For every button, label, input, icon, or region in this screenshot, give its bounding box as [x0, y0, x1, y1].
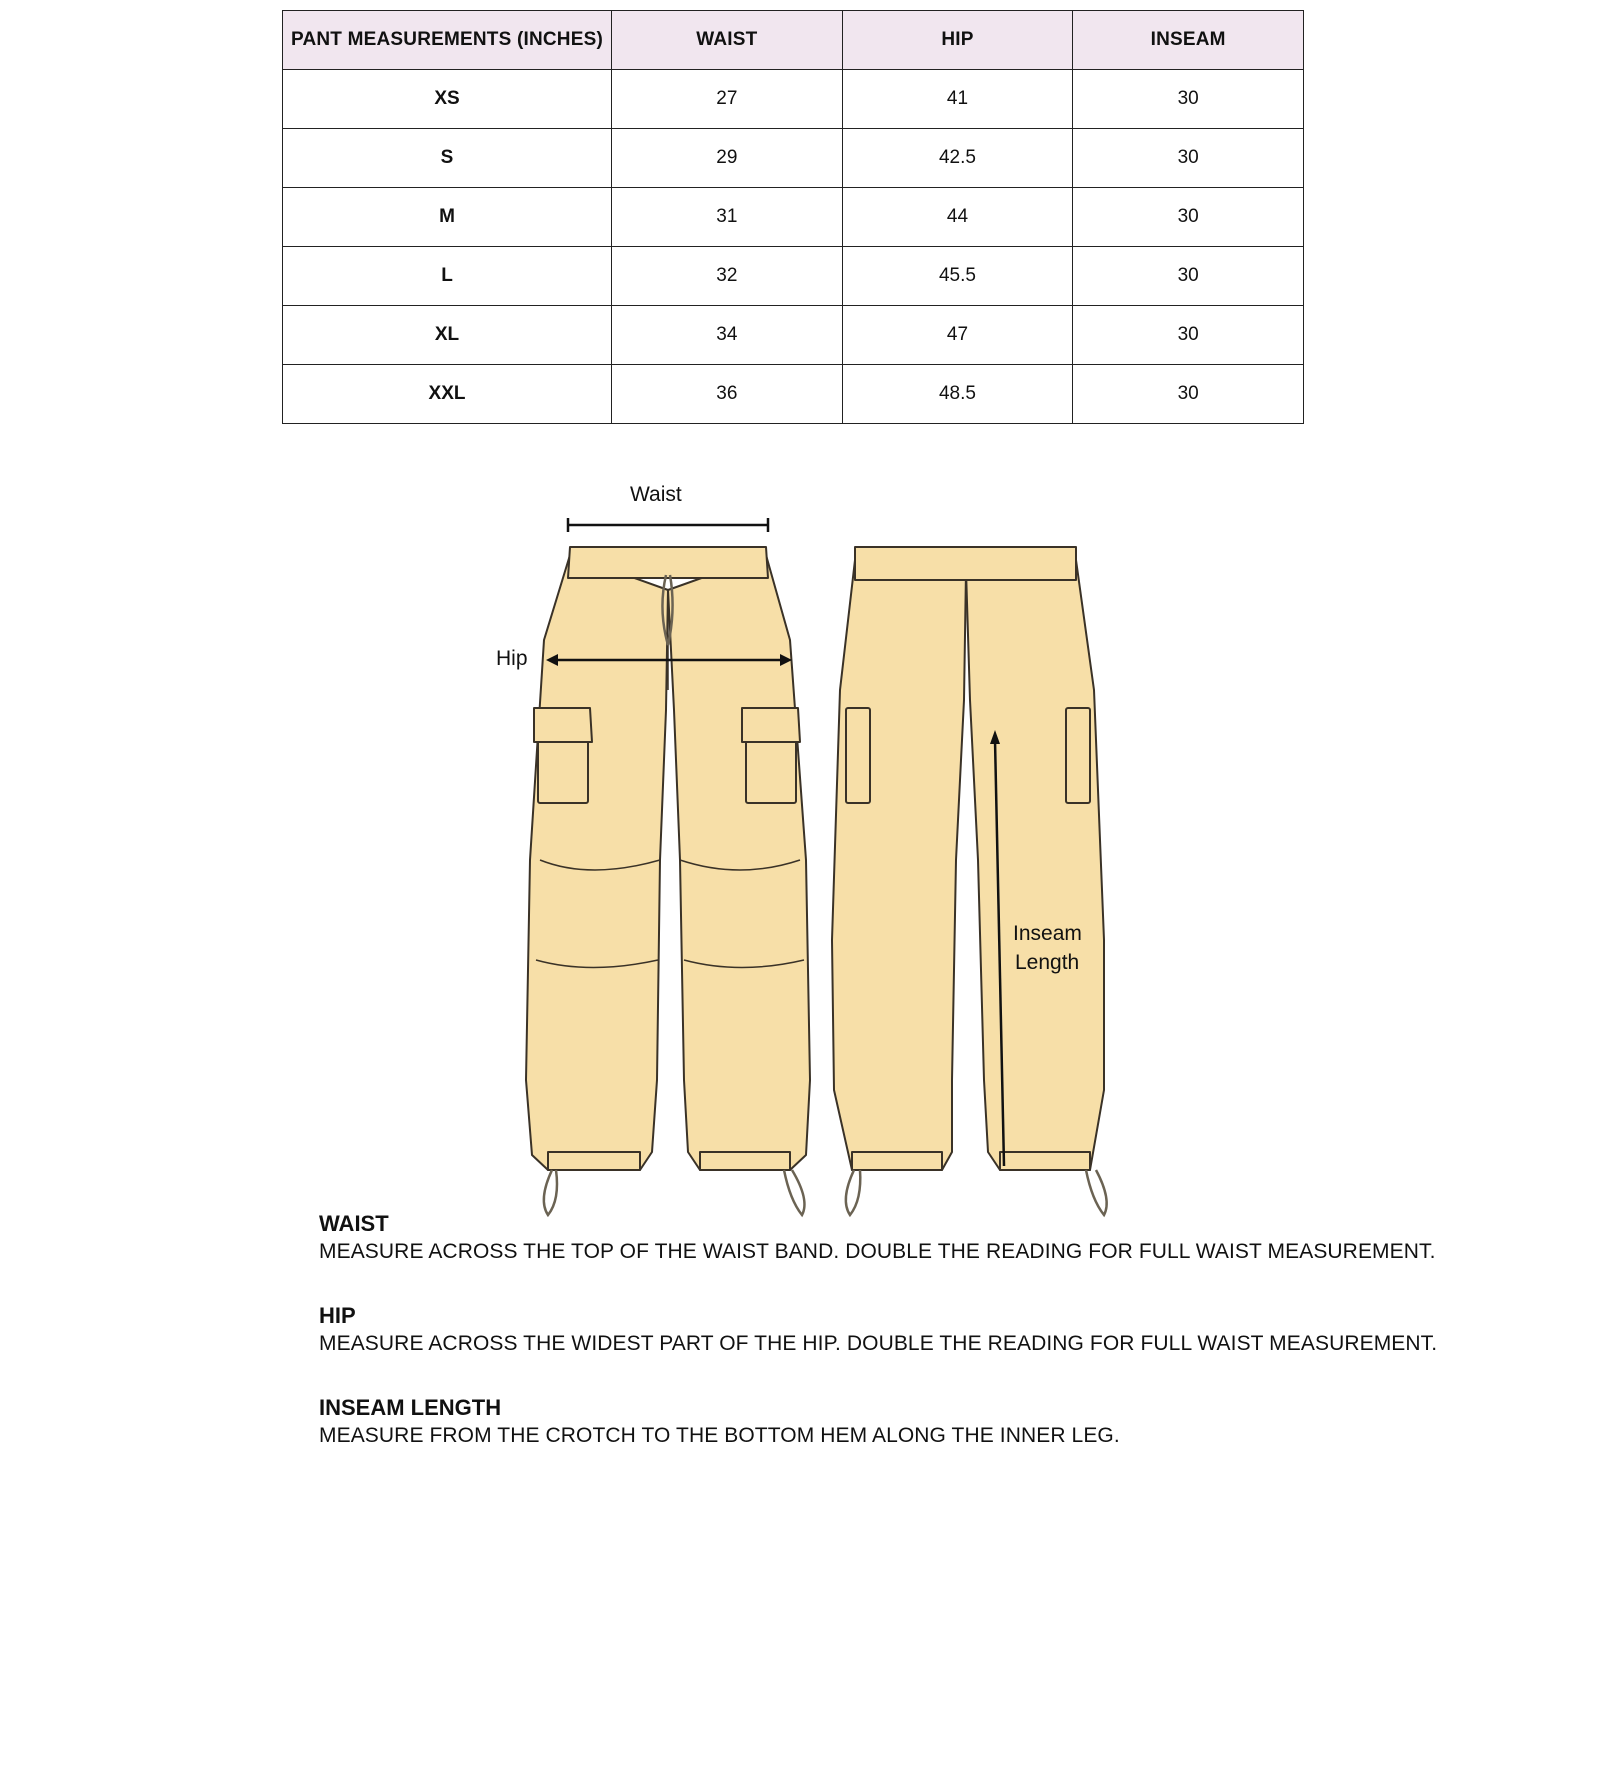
- front-right-pocket-flap: [742, 708, 800, 742]
- hip-value: 44: [842, 188, 1073, 247]
- hip-instruction-title: HIP: [319, 1303, 356, 1328]
- back-left-pocket: [846, 708, 870, 803]
- pants-measurement-diagram: [490, 440, 1150, 1300]
- table-row: [283, 70, 1304, 129]
- back-left-cuff: [852, 1152, 942, 1170]
- header-measurements: PANT MEASUREMENTS (INCHES): [283, 11, 612, 70]
- header-inseam: INSEAM: [1073, 11, 1304, 70]
- hip-value: 47: [842, 306, 1073, 365]
- size-label: S: [283, 129, 612, 188]
- hip-value: 45.5: [842, 247, 1073, 306]
- waist-value: 27: [612, 70, 843, 129]
- table-row: [283, 129, 1304, 188]
- inseam-label-line1: Inseam: [1013, 922, 1082, 945]
- table-row: [283, 188, 1304, 247]
- table-header-row: [283, 11, 1304, 70]
- waist-instruction-title: WAIST: [319, 1211, 389, 1236]
- waist-label: Waist: [630, 483, 682, 506]
- inseam-value: 30: [1073, 306, 1304, 365]
- table-row: [283, 247, 1304, 306]
- back-left-leg: [832, 560, 966, 1170]
- header-hip: HIP: [842, 11, 1073, 70]
- inseam-instruction: [319, 1394, 1589, 1450]
- size-label: XS: [283, 70, 612, 129]
- inseam-instruction-title: INSEAM LENGTH: [319, 1395, 502, 1420]
- inseam-value: 30: [1073, 70, 1304, 129]
- back-right-cuff: [1000, 1152, 1090, 1170]
- size-label: M: [283, 188, 612, 247]
- waist-value: 29: [612, 129, 843, 188]
- hip-value: 42.5: [842, 129, 1073, 188]
- hip-value: 41: [842, 70, 1073, 129]
- inseam-value: 30: [1073, 365, 1304, 424]
- header-waist: WAIST: [612, 11, 843, 70]
- inseam-instruction-text: MEASURE FROM THE CROTCH TO THE BOTTOM HEM ALONG THE INNER LEG.: [319, 1424, 1120, 1447]
- inseam-value: 30: [1073, 247, 1304, 306]
- back-waistband: [855, 547, 1076, 580]
- inseam-value: 30: [1073, 188, 1304, 247]
- size-label: XL: [283, 306, 612, 365]
- pants-illustration: [490, 440, 1150, 1300]
- hip-instruction: [319, 1302, 1589, 1358]
- waist-value: 31: [612, 188, 843, 247]
- table-row: [283, 365, 1304, 424]
- inseam-value: 30: [1073, 129, 1304, 188]
- size-label: L: [283, 247, 612, 306]
- table-row: [283, 306, 1304, 365]
- waist-value: 36: [612, 365, 843, 424]
- back-right-pocket: [1066, 708, 1090, 803]
- waist-instruction: [319, 1210, 1589, 1266]
- waist-instruction-text: MEASURE ACROSS THE TOP OF THE WAIST BAND. DOUBLE THE READING FOR FULL WAIST MEASUREMENT.: [319, 1240, 1436, 1263]
- hip-label: Hip: [496, 647, 528, 670]
- hip-value: 48.5: [842, 365, 1073, 424]
- hip-instruction-text: MEASURE ACROSS THE WIDEST PART OF THE HIP. DOUBLE THE READING FOR FULL WAIST MEASUREMENT.: [319, 1332, 1438, 1355]
- size-label: XXL: [283, 365, 612, 424]
- front-left-pocket-flap: [534, 708, 592, 742]
- front-right-cuff: [700, 1152, 790, 1170]
- waist-value: 32: [612, 247, 843, 306]
- front-left-cuff: [548, 1152, 640, 1170]
- back-right-leg: [966, 560, 1104, 1170]
- measurement-instructions: [319, 1210, 1589, 1486]
- front-waistband: [568, 547, 768, 578]
- inseam-label-line2: Length: [1015, 951, 1080, 974]
- waist-value: 34: [612, 306, 843, 365]
- size-chart-table: [282, 10, 1304, 424]
